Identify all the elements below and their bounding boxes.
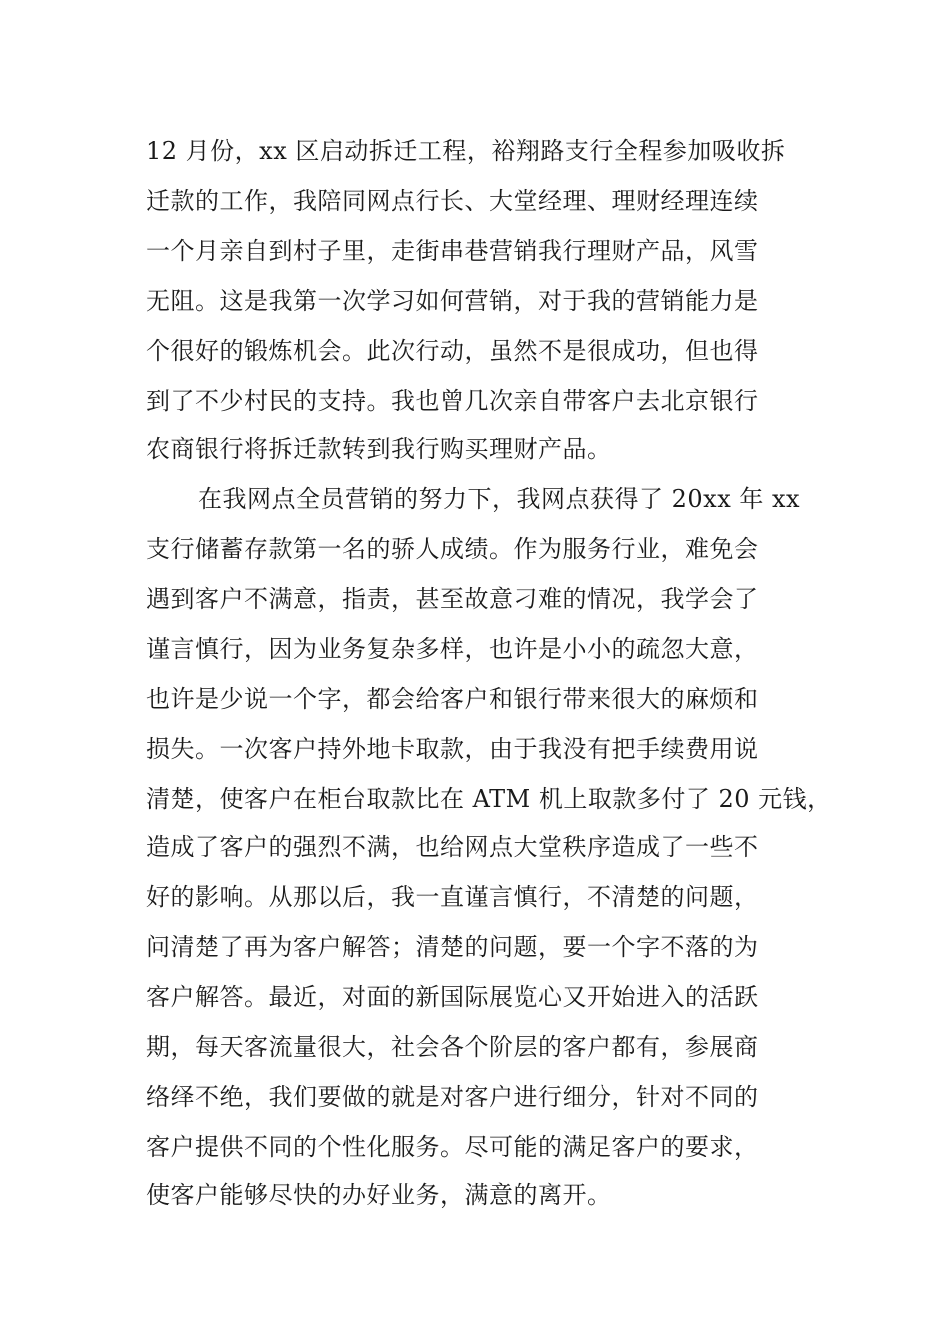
paragraph-1-line-3: 一个月亲自到村子里，走街串巷营销我行理财产品，风雪 <box>146 237 759 265</box>
paragraph-2-line-9: 好的影响。从那以后，我一直谨言慎行，不清楚的问题， <box>146 883 759 911</box>
paragraph-2-line-15: 使客户能够尽快的办好业务，满意的离开。 <box>146 1181 612 1209</box>
paragraph-1-line-4: 无阻。这是我第一次学习如何营销，对于我的营销能力是 <box>146 287 759 315</box>
paragraph-2-line-2: 支行储蓄存款第一名的骄人成绩。作为服务行业，难免会 <box>146 535 759 563</box>
paragraph-1-line-2: 迁款的工作，我陪同网点行长、大堂经理、理财经理连续 <box>146 187 759 215</box>
paragraph-1-line-6: 到了不少村民的支持。我也曾几次亲自带客户去北京银行 <box>146 387 759 415</box>
paragraph-2-line-8: 造成了客户的强烈不满，也给网点大堂秩序造成了一些不 <box>146 833 759 861</box>
paragraph-2-line-12: 期，每天客流量很大，社会各个阶层的客户都有，参展商 <box>146 1033 759 1061</box>
paragraph-2-line-10: 问清楚了再为客户解答；清楚的问题，要一个字不落的为 <box>146 933 759 961</box>
paragraph-2-line-4: 谨言慎行，因为业务复杂多样，也许是小小的疏忽大意， <box>146 635 759 663</box>
paragraph-2-line-14: 客户提供不同的个性化服务。尽可能的满足客户的要求， <box>146 1133 759 1161</box>
paragraph-2-line-3: 遇到客户不满意，指责，甚至故意刁难的情况，我学会了 <box>146 585 759 613</box>
paragraph-1-line-7: 农商银行将拆迁款转到我行购买理财产品。 <box>146 435 612 463</box>
paragraph-2-line-6: 损失。一次客户持外地卡取款，由于我没有把手续费用说 <box>146 735 759 763</box>
paragraph-1-line-5: 个很好的锻炼机会。此次行动，虽然不是很成功，但也得 <box>146 337 759 365</box>
paragraph-2-line-7: 清楚，使客户在柜台取款比在 ATM 机上取款多付了 20 元钱， <box>146 785 832 813</box>
paragraph-2-line-13: 络绎不绝，我们要做的就是对客户进行细分，针对不同的 <box>146 1083 759 1111</box>
paragraph-2-line-11: 客户解答。最近，对面的新国际展览心又开始进入的活跃 <box>146 983 759 1011</box>
paragraph-1-line-1: 12 月份，xx 区启动拆迁工程，裕翔路支行全程参加吸收拆 <box>146 137 786 165</box>
paragraph-2-line-5: 也许是少说一个字，都会给客户和银行带来很大的麻烦和 <box>146 685 759 713</box>
paragraph-2-line-1: 在我网点全员营销的努力下，我网点获得了 20xx 年 xx <box>198 485 801 513</box>
